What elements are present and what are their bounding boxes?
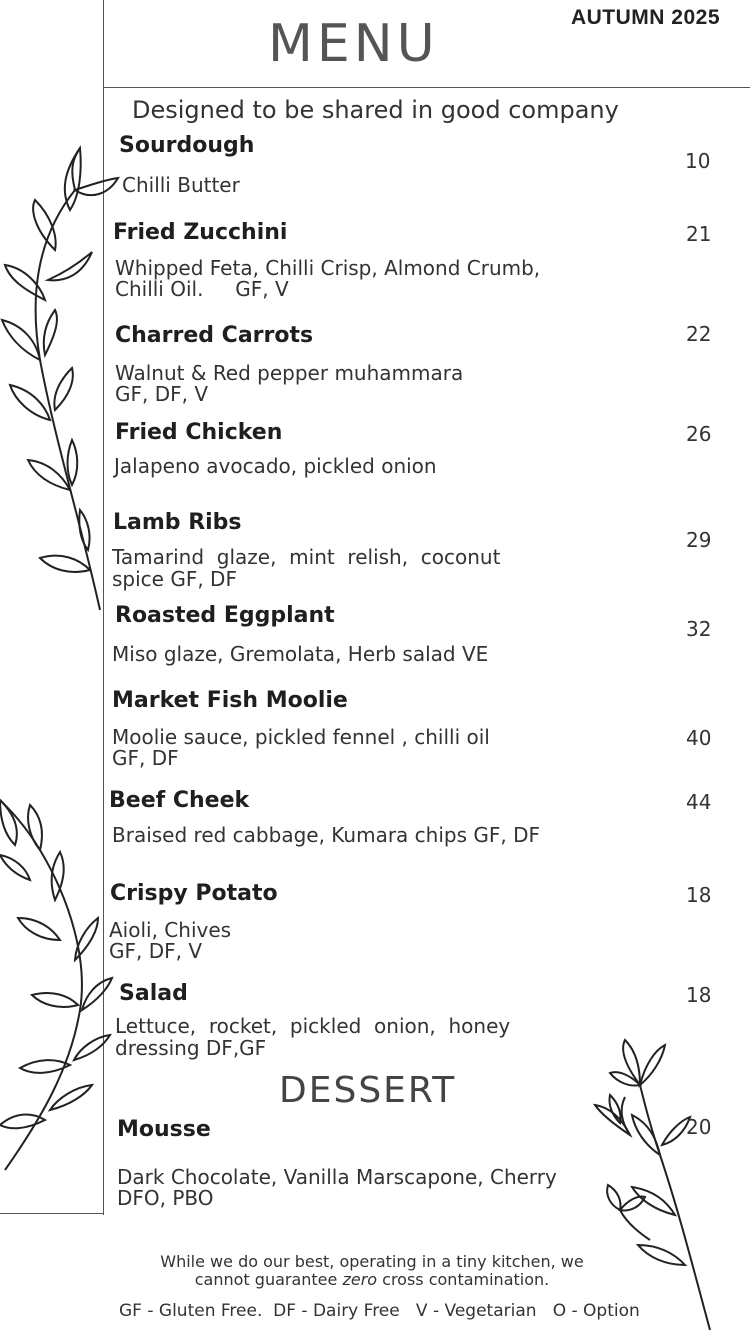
dish-name: Roasted Eggplant (115, 603, 335, 628)
dish-description: Chilli Butter (122, 173, 240, 197)
dish-description: Jalapeno avocado, pickled onion (114, 454, 437, 478)
dish-price: 18 (686, 883, 712, 907)
dish-name: Salad (119, 981, 188, 1006)
tagline: Designed to be shared in good company (132, 96, 619, 124)
dish-price: 21 (686, 222, 712, 246)
dish-name: Crispy Potato (110, 881, 278, 906)
flower-stem-bottom-right (590, 1035, 740, 1335)
dish-price: 32 (686, 617, 712, 641)
dish-description-line2: dressing DF,GF (115, 1036, 267, 1060)
dish-description-line2: spice GF, DF (112, 567, 237, 591)
dish-description: Whipped Feta, Chilli Crisp, Almond Crumb, (115, 256, 541, 280)
dish-price: 22 (686, 322, 712, 346)
leafy-branch-bottom-left (0, 790, 130, 1190)
dish-description: Lettuce, rocket, pickled onion, honey (115, 1014, 511, 1038)
dish-price: 40 (686, 726, 712, 750)
dish-name: Sourdough (119, 133, 255, 158)
dish-price: 26 (686, 422, 712, 446)
dish-name: Beef Cheek (109, 788, 250, 813)
dessert-price: 20 (686, 1115, 712, 1139)
allergen-note-line1: While we do our best, operating in a tiny kitchen, we (160, 1252, 584, 1271)
leafy-branch-top-left (0, 140, 130, 620)
dish-description: Aioli, Chives (109, 918, 232, 942)
dish-name: Charred Carrots (115, 323, 314, 348)
dish-description: Walnut & Red pepper muhammara (115, 361, 464, 385)
dish-description-line2: GF, DF (112, 746, 179, 770)
dish-price: 18 (686, 983, 712, 1007)
dish-description: Moolie sauce, pickled fennel , chilli oil (112, 725, 490, 749)
season-label: AUTUMN 2025 (570, 6, 720, 29)
header-divider (103, 87, 750, 88)
dish-description: Tamarind glaze, mint relish, coconut (112, 545, 501, 569)
dessert-heading: DESSERT (279, 1070, 457, 1111)
dish-price: 44 (686, 790, 712, 814)
dish-description-line2: GF, DF, V (109, 939, 203, 963)
dish-name: Fried Chicken (115, 420, 283, 445)
page-title: MENU (268, 14, 439, 74)
dessert-description: Dark Chocolate, Vanilla Marscapone, Cherry (117, 1165, 557, 1189)
dish-name: Market Fish Moolie (112, 688, 348, 713)
dessert-name: Mousse (117, 1117, 211, 1142)
dish-name: Fried Zucchini (113, 220, 288, 245)
dish-description: Braised red cabbage, Kumara chips GF, DF (112, 823, 540, 847)
dish-description-line2: Chilli Oil. GF, V (115, 277, 289, 301)
dish-description: Miso glaze, Gremolata, Herb salad VE (112, 642, 489, 666)
dish-price: 10 (685, 149, 711, 173)
bottom-left-divider (0, 1213, 104, 1214)
dietary-legend: GF - Gluten Free. DF - Dairy Free V - Vegetarian O - Option (119, 1301, 640, 1321)
allergen-note-line2: cannot guarantee zero cross contamination. (194, 1270, 550, 1289)
dish-name: Lamb Ribs (113, 510, 242, 535)
dish-description-line2: GF, DF, V (115, 382, 209, 406)
dish-price: 29 (686, 528, 712, 552)
dessert-description-line2: DFO, PBO (117, 1186, 214, 1210)
